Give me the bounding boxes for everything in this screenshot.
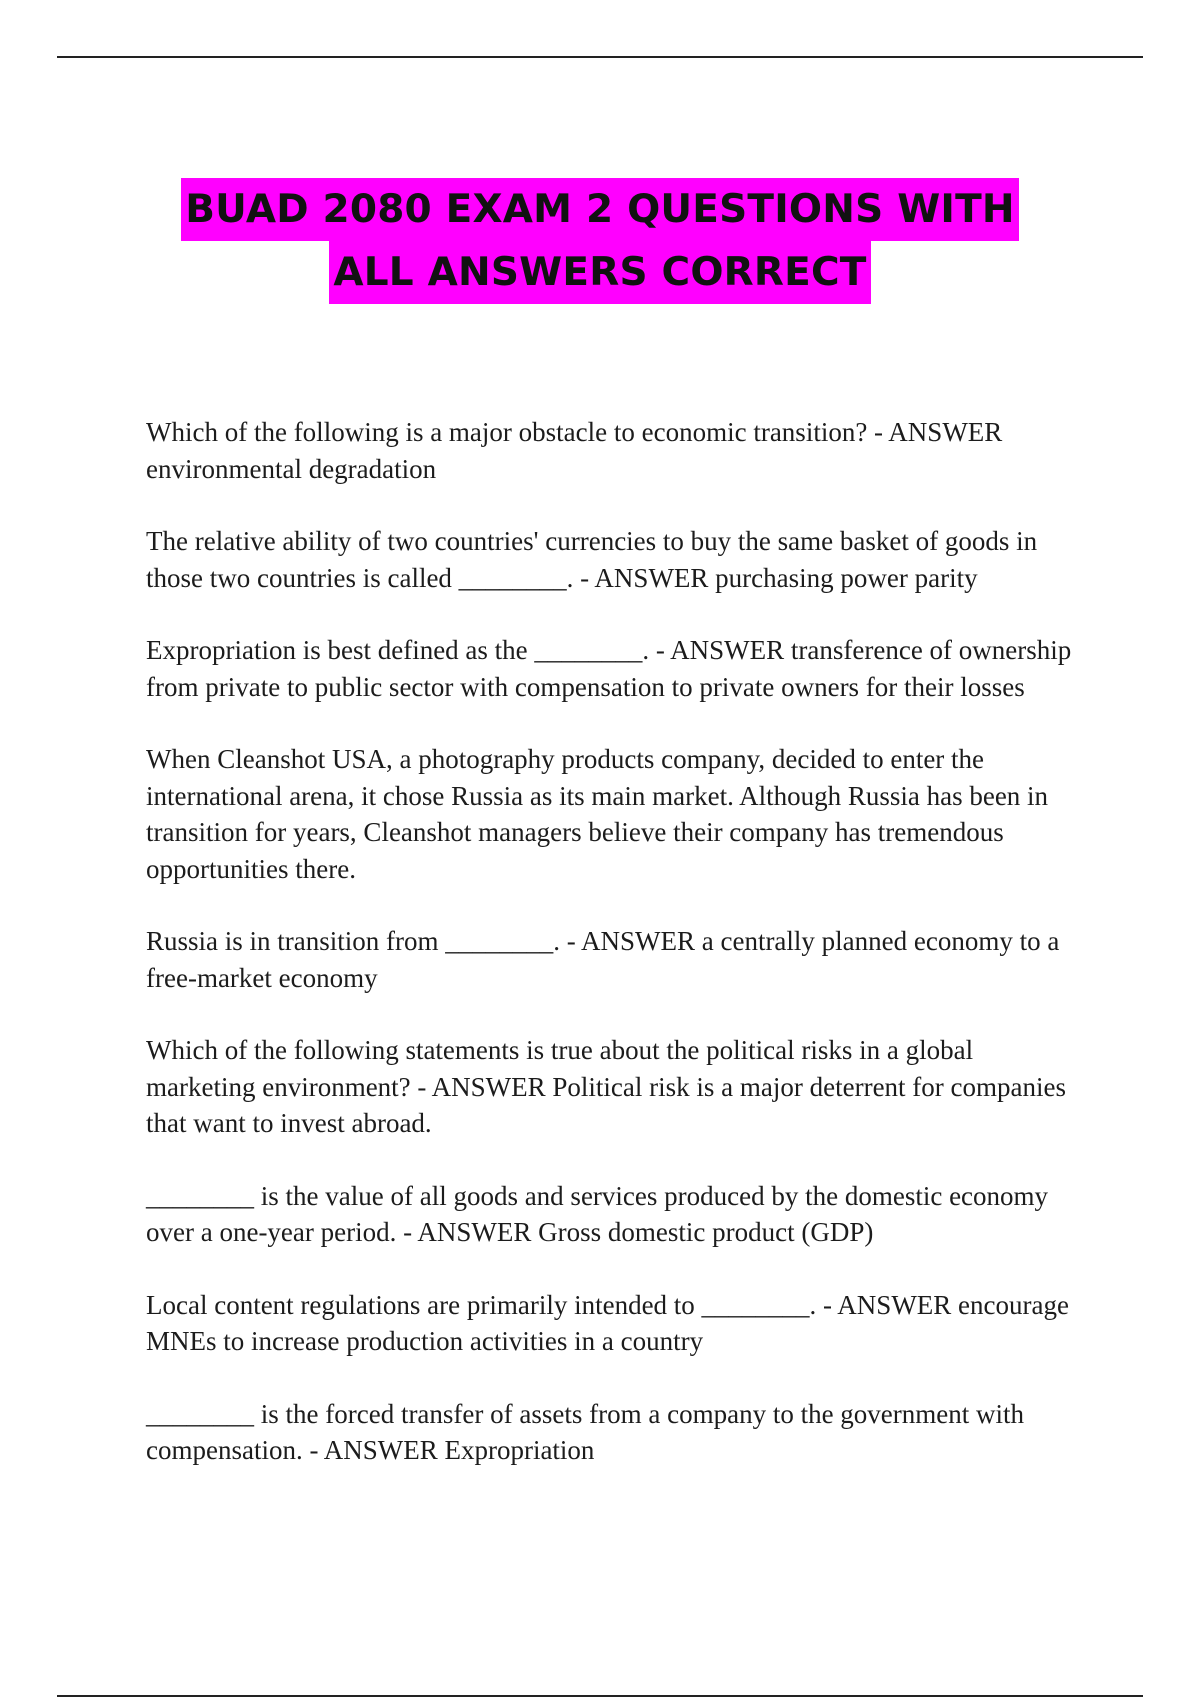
question-answer-list (146, 414, 1076, 1505)
bottom-rule (57, 1695, 1143, 1697)
qa-item-4: When Cleanshot USA, a photography products company, decided to enter the international arena, it chose Russia as its main market. Although Russia has been in transition for years, Cleanshot managers believe their company has tremendous opportunities there. (146, 744, 1049, 884)
qa-item-7: ________ is the value of all goods and services produced by the domestic economy over a one-year period. - ANSWER Gross domestic product (GDP) (146, 1180, 1049, 1247)
qa-item-9: ________ is the forced transfer of assets from a company to the government with compensation. - ANSWER Expropriation (146, 1398, 1025, 1465)
title-line-1: BUAD 2080 EXAM 2 QUESTIONS WITH (181, 178, 1019, 241)
title-line-2: ALL ANSWERS CORRECT (329, 241, 870, 304)
document-title (0, 178, 1200, 304)
top-rule (57, 56, 1143, 58)
qa-item-8: Local content regulations are primarily intended to ________. - ANSWER encourage MNEs to increase production activities in a country (146, 1289, 1069, 1356)
qa-item-3: Expropriation is best defined as the ________. - ANSWER transference of ownership from private to public sector with compensation to private owners for their losses (146, 635, 1072, 702)
qa-item-5: Russia is in transition from ________. - ANSWER a centrally planned economy to a free-market economy (146, 926, 1060, 993)
qa-item-2: The relative ability of two countries' currencies to buy the same basket of goods in those two countries is called ________. - ANSWER purchasing power parity (146, 526, 1038, 593)
qa-item-6: Which of the following statements is true about the political risks in a global marketing environment? - ANSWER Political risk is a major deterrent for companies that want to invest abroad. (146, 1035, 1067, 1138)
qa-item-1: Which of the following is a major obstacle to economic transition? - ANSWER environmental degradation (146, 417, 1003, 484)
